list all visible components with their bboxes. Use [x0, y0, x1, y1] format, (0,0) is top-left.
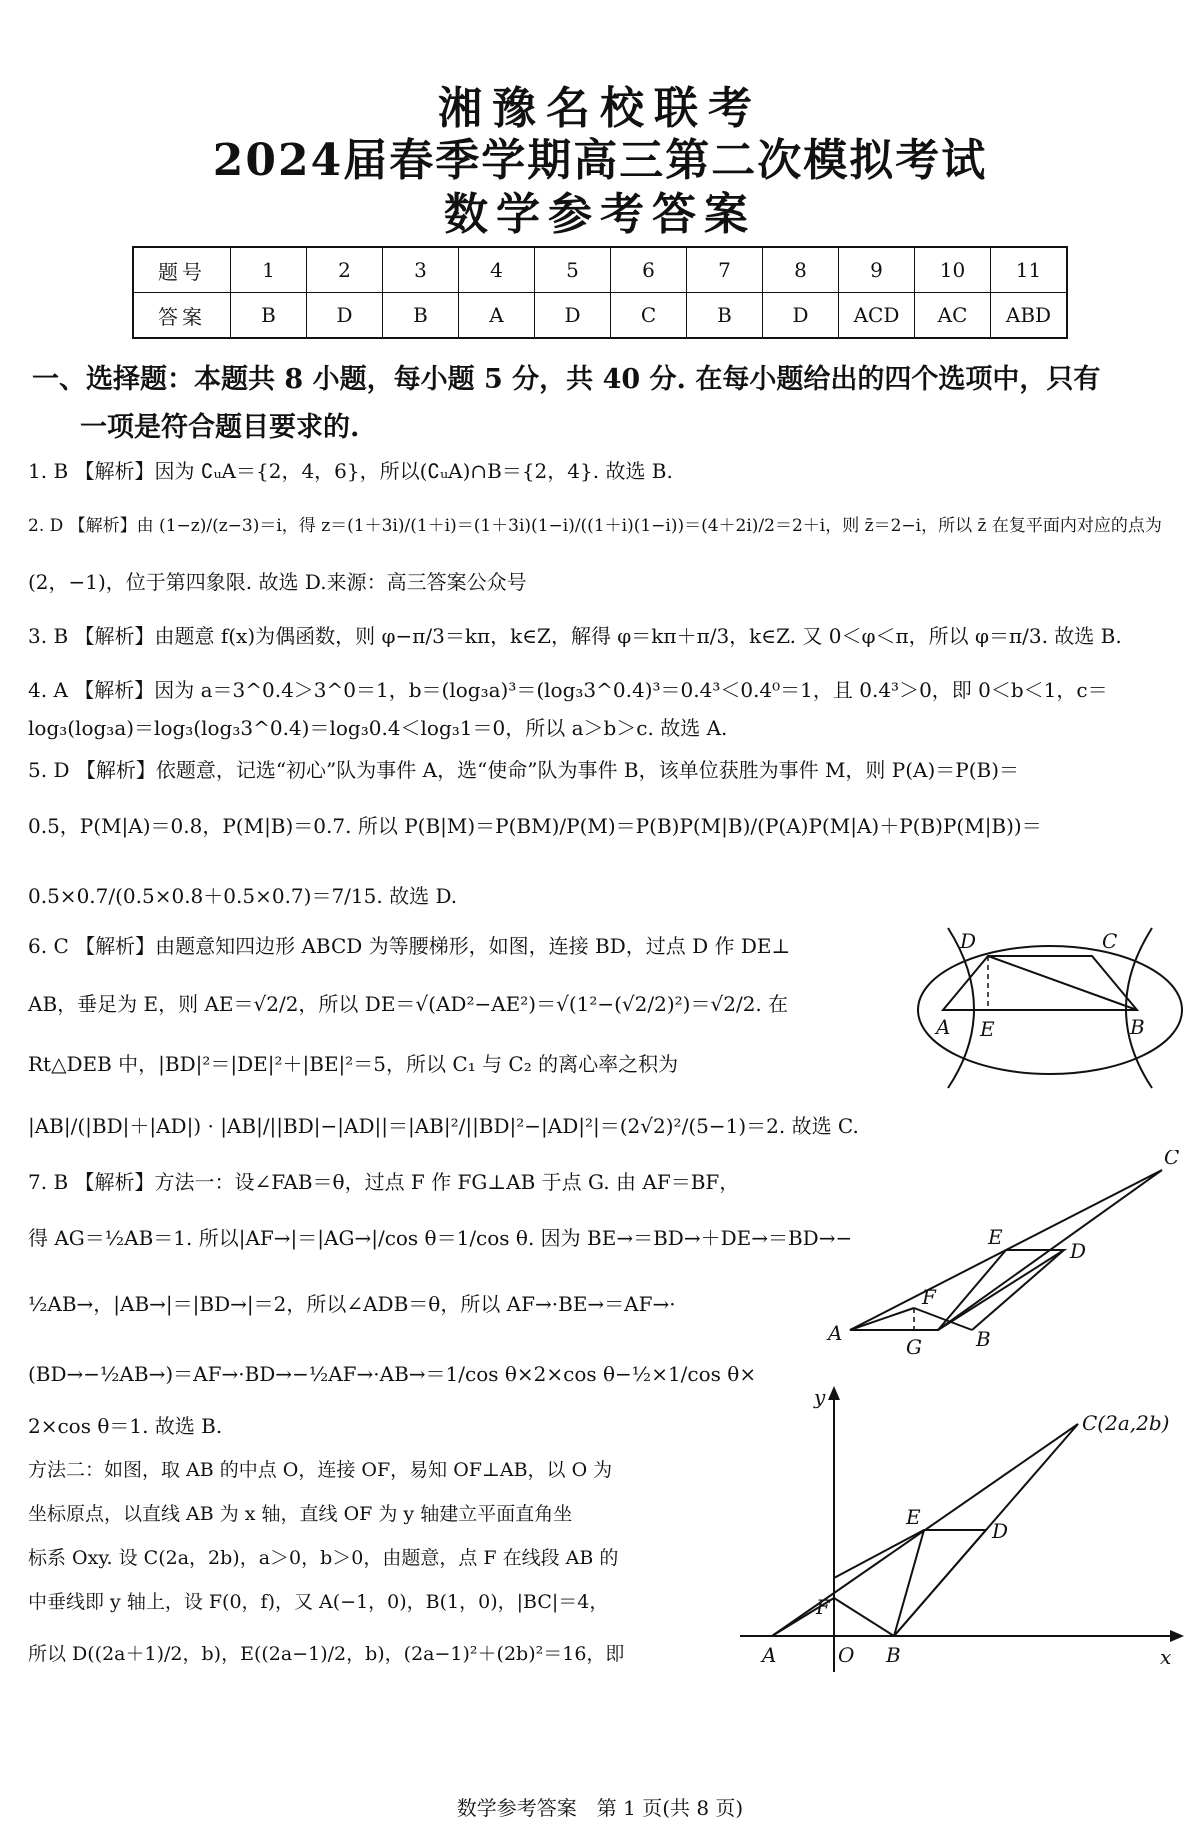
- solution-2-line-2: (2，−1)，位于第四象限. 故选 D.来源：高三答案公众号: [28, 570, 527, 594]
- label-c: C: [1164, 1150, 1180, 1169]
- solution-3: 3. B 【解析】由题意 f(x)为偶函数，则 φ−π/3＝kπ，k∈Z，解得 φ＝kπ＋π/3，k∈Z. 又 0＜φ＜π，所以 φ＝π/3. 故选 B.: [28, 624, 1122, 648]
- label-a: A: [828, 1321, 843, 1345]
- table-cell: 9: [839, 247, 915, 293]
- table-cell: D: [307, 293, 383, 339]
- title-line-3: 数学参考答案: [444, 189, 756, 240]
- table-cell: 5: [535, 247, 611, 293]
- solution-7-line-9: 中垂线即 y 轴上，设 F(0，f)，又 A(−1，0)，B(1，0)，|BC|＝4，: [28, 1591, 609, 1613]
- segment-ef: [834, 1530, 924, 1578]
- table-row: [133, 293, 1067, 339]
- solution-7-line-5: 2×cos θ＝1. 故选 B.: [28, 1414, 223, 1438]
- figure-coordinate-plane: [720, 1382, 1185, 1682]
- label-f: F: [922, 1285, 936, 1309]
- label-x: x: [1160, 1645, 1172, 1669]
- table-cell: 8: [763, 247, 839, 293]
- title-line-1: 湘豫名校联考: [438, 83, 762, 134]
- label-y: y: [814, 1385, 826, 1409]
- table-cell: 1: [231, 247, 307, 293]
- label-c: C: [1102, 929, 1118, 953]
- label-c: C(2a,2b): [1082, 1411, 1170, 1435]
- solution-4-line-2: log₃(log₃a)＝log₃(log₃3^0.4)＝log₃0.4＜log₃1＝0，所以 a＞b＞c. 故选 A.: [28, 716, 728, 740]
- section-heading: [32, 356, 1172, 452]
- table-cell: 2: [307, 247, 383, 293]
- table-cell: B: [687, 293, 763, 339]
- table-cell: A: [459, 293, 535, 339]
- solution-5-line-1: 5. D 【解析】依题意，记选“初心”队为事件 A，选“使命”队为事件 B，该单位获胜为事件 M，则 P(A)＝P(B)＝: [28, 758, 1020, 782]
- solution-1: 1. B 【解析】因为 ∁ᵤA＝{2，4，6}，所以(∁ᵤA)∩B＝{2，4}. 故选 B.: [28, 459, 673, 483]
- solution-6-line-1: 6. C 【解析】由题意知四边形 ABCD 为等腰梯形，如图，连接 BD，过点 D 作 DE⊥: [28, 934, 791, 958]
- table-cell: ABD: [991, 293, 1068, 339]
- table-row: [133, 247, 1067, 293]
- solution-5-line-3: 0.5×0.7/(0.5×0.8＋0.5×0.7)＝7/15. 故选 D.: [28, 884, 458, 908]
- label-b: B: [886, 1643, 901, 1667]
- table-cell: AC: [915, 293, 991, 339]
- solution-7-line-2: 得 AG＝½AB＝1. 所以|AF→|＝|AG→|/cos θ＝1/cos θ. 因为 BE→＝BD→＋DE→＝BD→−: [28, 1226, 853, 1250]
- table-cell: B: [231, 293, 307, 339]
- label-d: D: [960, 929, 977, 953]
- table-cell: D: [535, 293, 611, 339]
- section-heading-line-1: 一、选择题：本题共 8 小题，每小题 5 分，共 40 分. 在每小题给出的四个选项中，只有: [32, 364, 1101, 395]
- section-heading-line-2: 一项是符合题目要求的.: [80, 412, 360, 443]
- solution-7-line-1: 7. B 【解析】方法一：设∠FAB＝θ，过点 F 作 FG⊥AB 于点 G. 由 AF＝BF，: [28, 1170, 740, 1194]
- solution-7-line-4: (BD→−½AB→)＝AF→·BD→−½AF→·AB→＝1/cos θ×2×cos θ−½×1/cos θ×: [28, 1362, 757, 1386]
- solution-6-line-3: Rt△DEB 中，|BD|²＝|DE|²＋|BE|²＝5，所以 C₁ 与 C₂ 的离心率之积为: [28, 1052, 679, 1076]
- table-cell: D: [763, 293, 839, 339]
- table-cell: 3: [383, 247, 459, 293]
- label-b: B: [1130, 1015, 1145, 1039]
- solution-6-line-4: |AB|/(|BD|＋|AD|) · |AB|/||BD|−|AD||＝|AB|²/||BD|²−|AD|²|＝(2√2)²/(5−1)＝2. 故选 C.: [28, 1114, 859, 1138]
- page-footer: 数学参考答案 第 1 页(共 8 页): [456, 1796, 744, 1820]
- label-d: D: [992, 1519, 1009, 1543]
- table-cell: 4: [459, 247, 535, 293]
- solution-7-line-7: 坐标原点，以直线 AB 为 x 轴，直线 OF 为 y 轴建立平面直角坐: [28, 1503, 573, 1525]
- segment-fb: [834, 1598, 894, 1636]
- table-row-label: 答案: [133, 293, 231, 339]
- segment-ed-db-be: [938, 1250, 1064, 1330]
- solution-7-line-8: 标系 Oxy. 设 C(2a，2b)，a＞0，b＞0，由题意，点 F 在线段 AB 的: [28, 1547, 619, 1569]
- table-cell: C: [611, 293, 687, 339]
- solution-4-line-1: 4. A 【解析】因为 a＝3^0.4＞3^0＝1，b＝(log₃a)³＝(log₃3^0.4)³＝0.4³＜0.4⁰＝1，且 0.4³＞0，即 0＜b＜1，c＝: [28, 678, 1108, 702]
- answer-table: [132, 246, 1068, 339]
- table-cell: 7: [687, 247, 763, 293]
- segment-af: [850, 1308, 914, 1330]
- label-e: E: [906, 1505, 921, 1529]
- solution-7-line-3: ½AB→，|AB→|＝|BD→|＝2，所以∠ADB＝θ，所以 AF→·BE→＝AF→·: [28, 1292, 676, 1316]
- title-line-2: 2024届春季学期高三第二次模拟考试: [212, 135, 988, 186]
- solution-2-line-1: 2. D 【解析】由 (1−z)/(z−3)＝i，得 z＝(1＋3i)/(1＋i)＝(1＋3i)(1−i)/((1＋i)(1−i))＝(4＋2i)/2＝2＋i，则 z̄＝2−i，所以 z̄ 在复平面内对应的点为: [28, 516, 1162, 536]
- table-cell: 6: [611, 247, 687, 293]
- table-cell: 11: [991, 247, 1068, 293]
- segment-db: [972, 1250, 1064, 1330]
- segment-ed-db-be: [894, 1530, 986, 1636]
- table-cell: 10: [915, 247, 991, 293]
- table-row-label: 题号: [133, 247, 231, 293]
- table-cell: ACD: [839, 293, 915, 339]
- label-a: A: [762, 1643, 777, 1667]
- label-f: F: [816, 1595, 830, 1619]
- x-axis-arrow: [1170, 1630, 1184, 1642]
- table-cell: B: [383, 293, 459, 339]
- solution-7-line-10: 所以 D((2a＋1)/2，b)，E((2a−1)/2，b)，(2a−1)²＋(2b)²＝16，即: [28, 1643, 625, 1665]
- label-e: E: [988, 1225, 1003, 1249]
- figure-ellipse-trapezoid: [910, 920, 1190, 1090]
- label-b: B: [976, 1327, 991, 1351]
- solution-5-line-2: 0.5，P(M|A)＝0.8，P(M|B)＝0.7. 所以 P(B|M)＝P(BM)/P(M)＝P(B)P(M|B)/(P(A)P(M|A)＋P(B)P(M|B))＝: [28, 814, 1042, 838]
- label-g: G: [906, 1335, 922, 1359]
- label-a: A: [936, 1015, 951, 1039]
- figure-vector-geometry: [820, 1150, 1180, 1360]
- label-e: E: [980, 1017, 995, 1041]
- label-o: O: [838, 1643, 855, 1667]
- solution-7-line-6: 方法二：如图，取 AB 的中点 O，连接 OF，易知 OF⊥AB，以 O 为: [28, 1459, 613, 1481]
- label-d: D: [1070, 1239, 1087, 1263]
- solution-6-line-2: AB，垂足为 E，则 AE＝√2/2，所以 DE＝√(AD²−AE²)＝√(1²−(√2/2)²)＝√2/2. 在: [28, 992, 789, 1016]
- y-axis-arrow: [828, 1386, 840, 1400]
